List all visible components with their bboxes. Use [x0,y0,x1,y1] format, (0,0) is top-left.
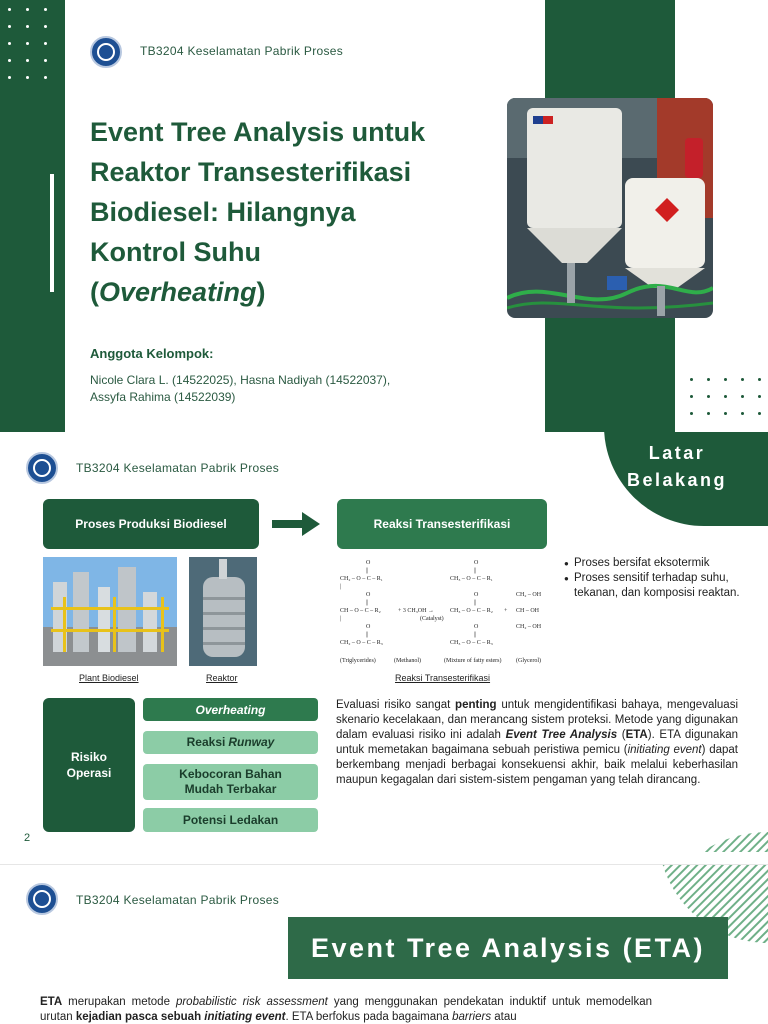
title-paren: ) [256,277,266,307]
eta-intro-paragraph: Evaluasi risiko sangat penting untuk mengidentifikasi bahaya, mengevaluasi skenario kecelakaan, dan merancang sistem proteksi. Metode yang digunakan dalam evaluasi risiko ini adalah Event Tree Analysis (ETA). ETA digunakan untuk memetakan bagaimana sebuah peristiwa pemicu (initiating event) dapat berkembang menjadi berbagai konsekuensi akhir, baik melalui keberhasilan maupun kegagalan dari sistem-sistem pengaman yang telah dirancang. [336,699,738,786]
risk-label: Mudah Terbakar [184,782,277,796]
section-badge-line: Belakang [626,470,728,490]
course-label: TB3204 Keselamatan Pabrik Proses [76,461,280,475]
page-title [90,112,490,312]
page-number: 2 [24,832,31,844]
title-paren: ( [90,277,99,307]
members-list [90,372,470,406]
course-label: TB3204 Keselamatan Pabrik Proses [76,893,280,907]
reactor-photo [507,98,713,318]
section-badge [604,432,768,526]
title-line: Kontrol Suhu [90,237,261,267]
risk-item-overheating: Overheating [143,698,318,721]
risk-label: Reaksi [186,735,226,749]
course-label: TB3204 Keselamatan Pabrik Proses [140,44,344,58]
university-logo [26,883,58,915]
list-item: ● Proses sensitif terhadap suhu, tekanan, dan komposisi reaktan. [564,571,754,601]
section-badge-line: Latar [648,443,706,463]
arrow-right-icon [272,512,320,536]
title-line: Reaktor Transesterifikasi [90,157,412,187]
caption-reactor: Reaktor [206,673,238,683]
hatch-decoration [640,832,768,852]
reaction-equation: O || CH₂ – O – C – R₁ | O || CH – O – C – R₂ | O || CH₂ – O – C – R₃ + 3 CH₃OH → (Catalyst) O || CH₃ – O – C – R₁ O || CH₃ – O – C – R₂ O || CH₃ – O – C – R₃ + CH₂ – OH CH – OH CH₂ – OH (Triglycerides) (Methanol) (Mixture of fatty esters) (Glycerol) [340,560,542,664]
dot-pattern [690,378,761,415]
title-line: Biodiesel: Hilangnya [90,197,356,227]
university-logo [90,36,122,68]
accent-bar [50,174,54,292]
reactor-small-photo [189,557,257,666]
bullet-list [564,556,754,601]
list-item: ● Proses bersifat eksotermik [564,556,754,571]
risk-label-italic: Runway [228,735,275,749]
risk-item-runway [143,731,318,754]
reaction-box: Reaksi Transesterifikasi [337,499,547,549]
dot-pattern [8,8,47,79]
slide-background [0,432,768,852]
title-italic: Overheating [99,277,257,307]
risk-item-leak [143,764,318,800]
process-box: Proses Produksi Biodiesel [43,499,259,549]
risk-item-explosion: Potensi Ledakan [143,808,318,832]
title-line: Event Tree Analysis untuk [90,117,426,147]
slide-title [0,0,768,432]
members-line: Nicole Clara L. (14522025), Hasna Nadiyah (14522037), [90,373,391,387]
members-label: Anggota Kelompok: [90,346,214,361]
caption-plant: Plant Biodiesel [79,673,139,683]
risk-title-box [43,698,135,832]
university-logo [26,452,58,484]
risk-label: Kebocoran Bahan [179,767,282,781]
section-title: Event Tree Analysis (ETA) [288,917,728,979]
plant-photo [43,557,177,666]
members-line: Assyfa Rahima (14522039) [90,390,236,404]
caption-reaction: Reaksi Transesterifikasi [395,673,491,683]
risk-title-line: Risiko [70,750,107,764]
slide-eta [0,864,768,1024]
risk-title-line: Operasi [66,766,112,780]
eta-definition-paragraph: ETA merupakan metode probabilistic risk assessment yang menggunakan pendekatan induktif untuk memodelkan urutan kejadian pasca sebuah initiating event. ETA berfokus pada bagaimana barriers atau [40,996,652,1023]
